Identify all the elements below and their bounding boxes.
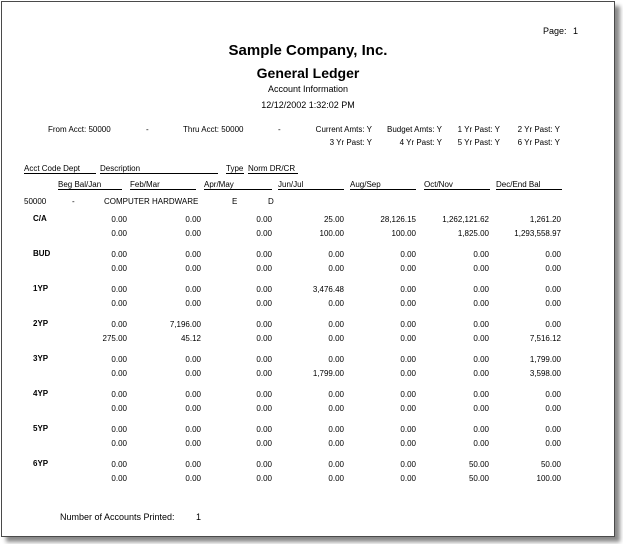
account-norm: D: [268, 197, 274, 206]
ledger-cell: 0.00: [400, 264, 416, 273]
yr2-past: 2 Yr Past: Y: [517, 125, 560, 134]
ledger-cell: 0.00: [111, 299, 127, 308]
ledger-cell: 0.00: [185, 404, 201, 413]
col-dec-end: Dec/End Bal: [496, 180, 562, 190]
ledger-cell: 0.00: [545, 425, 561, 434]
col-oct-nov: Oct/Nov: [424, 180, 490, 190]
from-dash: -: [146, 125, 149, 134]
ledger-cell: 0.00: [256, 355, 272, 364]
col-acct-code-dept: Acct Code Dept: [24, 164, 96, 174]
ledger-cell: 0.00: [328, 334, 344, 343]
ledger-cell: 1,262,121.62: [442, 215, 489, 224]
thru-acct: Thru Acct: 50000: [183, 125, 244, 134]
ledger-cell: 0.00: [185, 250, 201, 259]
ledger-cell: 0.00: [328, 439, 344, 448]
budget-amts: Budget Amts: Y: [387, 125, 442, 134]
account-type: E: [232, 197, 238, 206]
col-description: Description: [100, 164, 218, 174]
ledger-cell: 0.00: [328, 390, 344, 399]
ledger-cell: 0.00: [328, 320, 344, 329]
ledger-cell: 0.00: [400, 474, 416, 483]
thru-dash: -: [278, 125, 281, 134]
ledger-cell: 0.00: [473, 404, 489, 413]
ledger-cell: 0.00: [400, 369, 416, 378]
ledger-cell: 28,126.15: [380, 215, 416, 224]
ledger-cell: 0.00: [111, 264, 127, 273]
ledger-cell: 0.00: [400, 320, 416, 329]
ledger-cell: 1,293,558.97: [514, 229, 561, 238]
ledger-cell: 0.00: [185, 390, 201, 399]
col-beg-jan: Beg Bal/Jan: [58, 180, 122, 190]
ledger-cell: 50.00: [540, 460, 561, 469]
ledger-cell: 0.00: [185, 439, 201, 448]
ledger-cell: 0.00: [185, 355, 201, 364]
ledger-cell: 0.00: [545, 264, 561, 273]
ledger-cell: 0.00: [473, 390, 489, 399]
ledger-cell: 0.00: [400, 355, 416, 364]
from-acct: From Acct: 50000: [48, 125, 111, 134]
ledger-cell: 0.00: [545, 285, 561, 294]
current-amts: Current Amts: Y: [315, 125, 372, 134]
report-title: General Ledger: [256, 65, 360, 81]
group-code: 2YP: [33, 319, 49, 328]
ledger-cell: 0.00: [111, 369, 127, 378]
ledger-cell: 0.00: [473, 355, 489, 364]
ledger-cell: 0.00: [185, 460, 201, 469]
ledger-cell: 0.00: [185, 229, 201, 238]
ledger-cell: 0.00: [111, 250, 127, 259]
ledger-cell: 0.00: [256, 404, 272, 413]
col-type: Type: [226, 164, 244, 173]
ledger-cell: 0.00: [473, 320, 489, 329]
col-jun-jul: Jun/Jul: [278, 180, 344, 190]
ledger-cell: 0.00: [256, 250, 272, 259]
ledger-cell: 0.00: [111, 404, 127, 413]
ledger-cell: 0.00: [111, 285, 127, 294]
yr3-past: 3 Yr Past: Y: [329, 138, 372, 147]
col-aug-sep: Aug/Sep: [350, 180, 416, 190]
col-norm: Norm DR/CR: [248, 164, 298, 174]
ledger-cell: 0.00: [473, 334, 489, 343]
ledger-cell: 0.00: [328, 299, 344, 308]
ledger-cell: 1,825.00: [457, 229, 489, 238]
ledger-cell: 25.00: [323, 215, 344, 224]
ledger-cell: 0.00: [545, 439, 561, 448]
ledger-cell: 0.00: [111, 474, 127, 483]
group-code: 6YP: [33, 459, 49, 468]
ledger-cell: 0.00: [256, 320, 272, 329]
ledger-cell: 0.00: [400, 404, 416, 413]
ledger-cell: 0.00: [111, 390, 127, 399]
ledger-cell: 100.00: [536, 474, 561, 483]
ledger-cell: 0.00: [256, 390, 272, 399]
col-apr-may: Apr/May: [204, 180, 272, 190]
ledger-cell: 0.00: [545, 404, 561, 413]
yr6-past: 6 Yr Past: Y: [517, 138, 560, 147]
ledger-cell: 0.00: [111, 460, 127, 469]
ledger-cell: 0.00: [400, 425, 416, 434]
ledger-cell: 0.00: [111, 425, 127, 434]
ledger-cell: 0.00: [256, 334, 272, 343]
ledger-cell: 7,516.12: [529, 334, 561, 343]
account-description: COMPUTER HARDWARE: [104, 197, 199, 206]
group-code: 5YP: [33, 424, 49, 433]
ledger-cell: 1,799.00: [529, 355, 561, 364]
ledger-cell: 0.00: [545, 390, 561, 399]
group-code: 3YP: [33, 354, 49, 363]
ledger-cell: 50.00: [468, 460, 489, 469]
ledger-cell: 7,196.00: [169, 320, 201, 329]
ledger-cell: 0.00: [256, 474, 272, 483]
account-code: 50000: [24, 197, 47, 206]
page-number: 1: [573, 26, 579, 36]
ledger-cell: 0.00: [185, 264, 201, 273]
ledger-cell: 0.00: [256, 285, 272, 294]
ledger-cell: 0.00: [328, 264, 344, 273]
ledger-cell: 0.00: [328, 250, 344, 259]
report-datetime: 12/12/2002 1:32:02 PM: [261, 100, 355, 110]
page-label: Page:: [543, 26, 567, 36]
ledger-cell: 1,799.00: [312, 369, 344, 378]
ledger-cell: 0.00: [111, 439, 127, 448]
ledger-cell: 0.00: [256, 369, 272, 378]
account-dept: -: [72, 197, 75, 206]
ledger-cell: 0.00: [545, 299, 561, 308]
report-page: [1, 1, 615, 537]
group-code: C/A: [33, 214, 47, 223]
ledger-cell: 3,598.00: [529, 369, 561, 378]
ledger-cell: 0.00: [473, 439, 489, 448]
ledger-cell: 100.00: [391, 229, 416, 238]
yr5-past: 5 Yr Past: Y: [457, 138, 500, 147]
ledger-cell: 0.00: [111, 355, 127, 364]
ledger-cell: 0.00: [185, 299, 201, 308]
ledger-cell: 0.00: [256, 215, 272, 224]
ledger-cell: 275.00: [102, 334, 127, 343]
report-subtitle: Account Information: [267, 84, 349, 94]
ledger-cell: 0.00: [545, 320, 561, 329]
ledger-cell: 0.00: [473, 250, 489, 259]
ledger-cell: 0.00: [473, 425, 489, 434]
ledger-cell: 0.00: [400, 390, 416, 399]
group-code: BUD: [33, 249, 51, 258]
ledger-cell: 0.00: [400, 285, 416, 294]
ledger-cell: 0.00: [400, 460, 416, 469]
yr4-past: 4 Yr Past: Y: [399, 138, 442, 147]
ledger-cell: 0.00: [185, 369, 201, 378]
ledger-cell: 0.00: [256, 264, 272, 273]
ledger-cell: 0.00: [111, 215, 127, 224]
ledger-cell: 0.00: [256, 229, 272, 238]
ledger-cell: 0.00: [328, 474, 344, 483]
col-feb-mar: Feb/Mar: [130, 180, 196, 190]
ledger-cell: 0.00: [256, 425, 272, 434]
ledger-cell: 0.00: [473, 369, 489, 378]
ledger-cell: 0.00: [400, 334, 416, 343]
group-code: 1YP: [33, 284, 49, 293]
ledger-cell: 0.00: [185, 285, 201, 294]
ledger-cell: 0.00: [400, 250, 416, 259]
ledger-cell: 1,261.20: [529, 215, 561, 224]
ledger-cell: 0.00: [328, 460, 344, 469]
ledger-cell: 0.00: [473, 285, 489, 294]
ledger-cell: 0.00: [328, 404, 344, 413]
ledger-cell: 50.00: [468, 474, 489, 483]
ledger-cell: 0.00: [473, 299, 489, 308]
ledger-cell: 0.00: [111, 229, 127, 238]
accounts-printed-label: Number of Accounts Printed:: [60, 512, 175, 522]
yr1-past: 1 Yr Past: Y: [457, 125, 500, 134]
ledger-cell: 0.00: [328, 355, 344, 364]
ledger-cell: 45.12: [180, 334, 201, 343]
ledger-cell: 0.00: [185, 215, 201, 224]
ledger-cell: 3,476.48: [312, 285, 344, 294]
ledger-cell: 100.00: [319, 229, 344, 238]
ledger-cell: 0.00: [473, 264, 489, 273]
ledger-cell: 0.00: [256, 299, 272, 308]
ledger-cell: 0.00: [111, 320, 127, 329]
ledger-cell: 0.00: [256, 460, 272, 469]
ledger-cell: 0.00: [328, 425, 344, 434]
accounts-printed-count: 1: [196, 512, 202, 522]
ledger-cell: 0.00: [400, 299, 416, 308]
ledger-cell: 0.00: [185, 425, 201, 434]
company-title: Sample Company, Inc.: [228, 42, 388, 59]
ledger-cell: 0.00: [400, 439, 416, 448]
ledger-cell: 0.00: [256, 439, 272, 448]
ledger-cell: 0.00: [185, 474, 201, 483]
ledger-cell: 0.00: [545, 250, 561, 259]
group-code: 4YP: [33, 389, 49, 398]
